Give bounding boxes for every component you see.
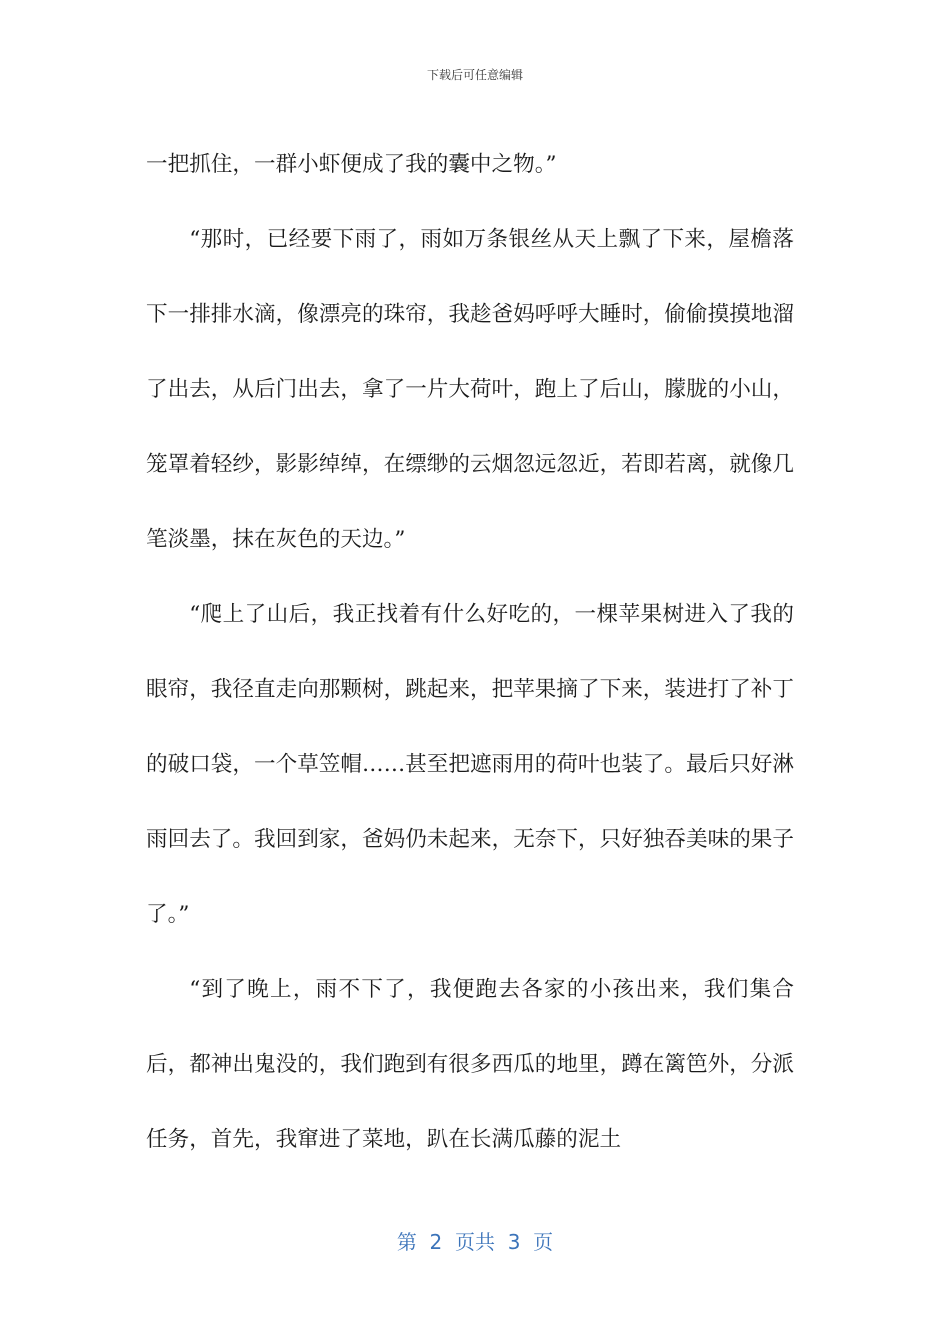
paragraph: “到了晚上，雨不下了，我便跑去各家的小孩出来，我们集合后，都神出鬼没的，我们跑到有很多西瓜的地里，蹲在篱笆外，分派任务，首先，我窜进了菜地，趴在长满瓜藤的泥土 [146, 977, 794, 1152]
page-number-footer [0, 1226, 950, 1255]
paragraph: “爬上了山后，我正找着有什么好吃的，一棵苹果树进入了我的眼帘，我径直走向那颗树，跳起来，把苹果摘了下来，装进打了补丁的破口袋，一个草笠帽……甚至把遮雨用的荷叶也装了。最后只好淋雨回去了。我回到家，爸妈仍未起来，无奈下，只好独吞美味的果子了。” [146, 602, 794, 927]
paragraph: “那时，已经要下雨了，雨如万条银丝从天上飘了下来，屋檐落下一排排水滴，像漂亮的珠帘，我趁爸妈呼呼大睡时，偷偷摸摸地溜了出去，从后门出去，拿了一片大荷叶，跑上了后山，朦胧的小山，笼罩着轻纱，影影绰绰，在缥缈的云烟忽远忽近，若即若离，就像几笔淡墨，抹在灰色的天边。” [146, 227, 794, 552]
page-number-text: 第 2 页共 3 页 [396, 1230, 554, 1254]
document-body [146, 127, 794, 1177]
paragraph-continuation: 一把抓住，一群小虾便成了我的囊中之物。” [146, 152, 557, 177]
page-header: 下载后可任意编辑 [426, 68, 523, 82]
